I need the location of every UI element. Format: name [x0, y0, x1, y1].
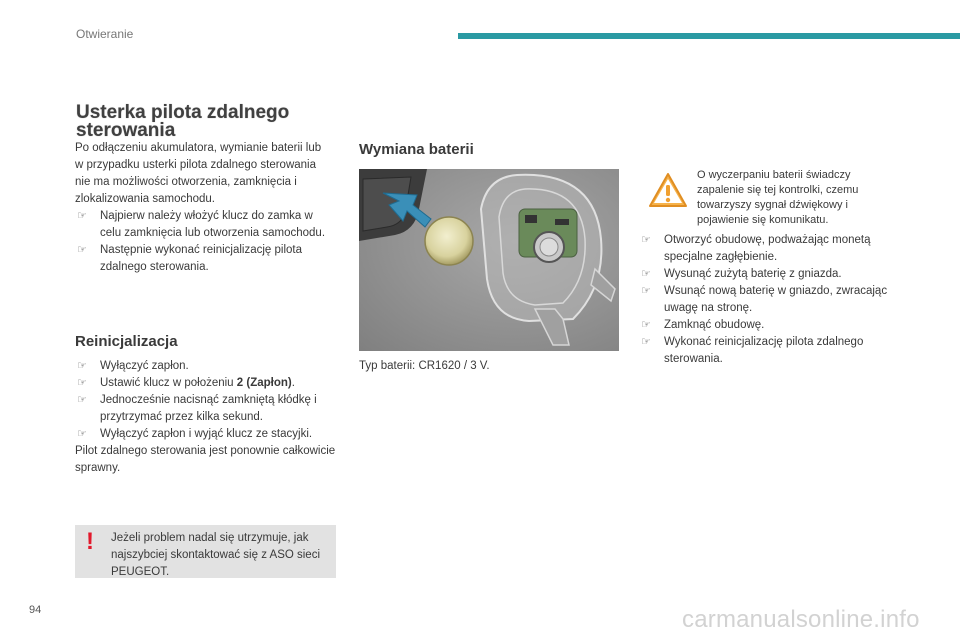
- key-fob-illustration: [359, 169, 619, 351]
- steps-list: [639, 232, 901, 368]
- list-item: ☞ Następnie wykonać reinicjalizację pilota zdalnego sterowania.: [75, 242, 327, 276]
- list-item: ☞ Wyłączyć zapłon.: [75, 358, 337, 375]
- key-position-label: 2 (Zapłon): [236, 377, 292, 389]
- list-item: ☞ Wykonać reinicjalizację pilota zdalnego sterowania.: [639, 334, 901, 368]
- list-item-text: Ustawić klucz w położeniu: [100, 377, 237, 389]
- reinit-heading: Reinicjalizacja: [75, 333, 178, 350]
- reinit-list: [75, 358, 337, 477]
- note-text: Jeżeli problem nadal się utrzymuje, jak najszybciej skontaktować się z ASO sieci PEUGEOT.: [111, 532, 321, 578]
- list-item: ☞ Jednocześnie nacisnąć zamkniętą kłódkę i przytrzymać przez kilka sekund.: [75, 392, 337, 426]
- battery-heading: Wymiana baterii: [359, 141, 474, 158]
- left-column: [75, 140, 327, 276]
- section-title: Otwieranie: [76, 27, 134, 41]
- list-item: [75, 375, 337, 392]
- warning-text: O wyczerpaniu baterii świadczy zapalenie się tej kontrolki, czemu towarzyszy sygnał dźwiękowy i pojawienie się komunikatu.: [697, 169, 859, 226]
- list-item-text: .: [291, 377, 295, 389]
- watermark: carmanualsonline.info: [682, 606, 920, 633]
- warning-triangle-icon: [648, 172, 688, 213]
- list-item: ☞ Wyłączyć zapłon i wyjąć klucz ze stacyjki.: [75, 426, 337, 443]
- page-title: Usterka pilota zdalnego sterowania: [76, 102, 290, 141]
- intro-paragraph: Po odłączeniu akumulatora, wymianie baterii lub w przypadku usterki pilota zdalnego sterowania nie ma możliwości otworzenia, zamknięcia i zlokalizowania samochodu.: [75, 142, 322, 205]
- list-item: ☞ Wsunąć nową baterię w gniazdo, zwracając uwagę na stronę.: [639, 283, 901, 317]
- reinit-outro: Pilot zdalnego sterowania jest ponownie całkowicie sprawny.: [75, 445, 336, 474]
- battery-type: Typ baterii: CR1620 / 3 V.: [359, 360, 490, 372]
- page-number: 94: [29, 604, 42, 616]
- accent-bar: [458, 33, 960, 39]
- exclamation-icon: !: [86, 528, 94, 555]
- list-item: ☞ Otworzyć obudowę, podważając monetą specjalne zagłębienie.: [639, 232, 901, 266]
- list-item: ☞ Najpierw należy włożyć klucz do zamka w celu zamknięcia lub otworzenia samochodu.: [75, 208, 327, 242]
- list-item: ☞ Zamknąć obudowę.: [639, 317, 901, 334]
- key-fob-photo: [359, 169, 619, 351]
- list-item: ☞ Wysunąć zużytą baterię z gniazda.: [639, 266, 901, 283]
